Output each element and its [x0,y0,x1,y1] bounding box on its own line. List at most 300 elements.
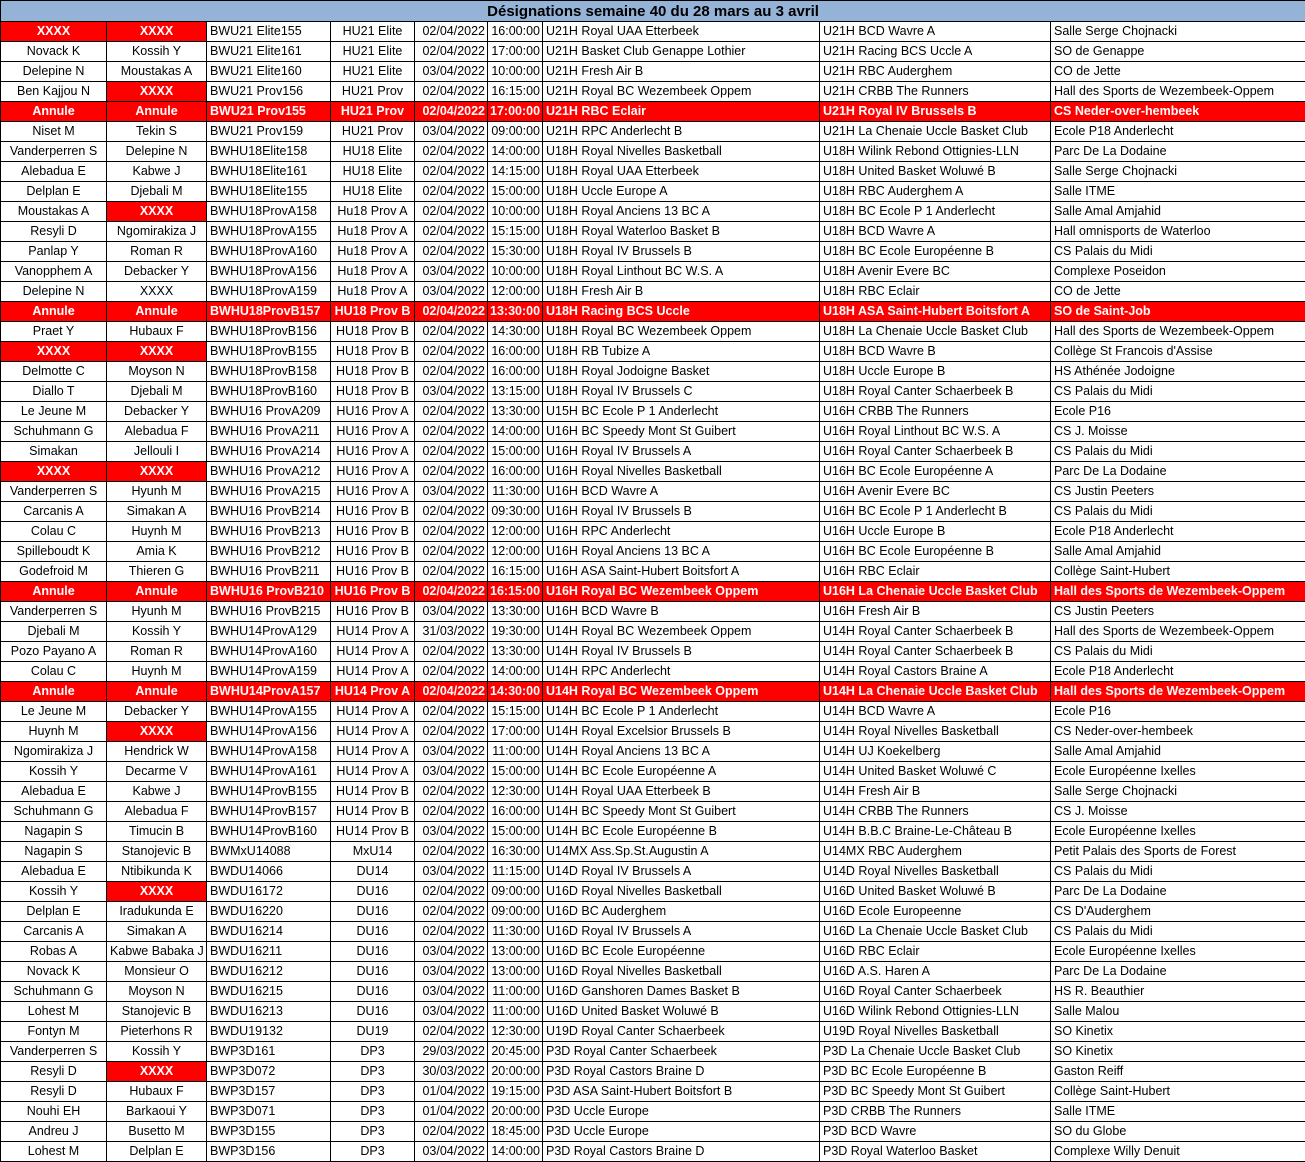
referee1-cell[interactable]: Alebadua E [1,782,107,802]
away-team-cell[interactable]: U16H BC Ecole Européenne B [820,542,1051,562]
time-cell[interactable]: 15:00:00 [488,442,543,462]
referee2-cell[interactable]: Moyson N [107,362,207,382]
referee1-cell[interactable]: Lohest M [1,1142,107,1162]
date-cell[interactable]: 02/04/2022 [415,322,488,342]
category-cell[interactable]: HU16 Prov B [331,542,415,562]
venue-cell[interactable]: Ecole P16 [1051,702,1305,722]
date-cell[interactable]: 01/04/2022 [415,1102,488,1122]
away-team-cell[interactable]: U18H Avenir Evere BC [820,262,1051,282]
match-code-cell[interactable]: BWU21 Prov159 [207,122,331,142]
venue-cell[interactable]: Collège St Francois d'Assise [1051,342,1305,362]
referee2-cell[interactable]: Stanojevic B [107,1002,207,1022]
referee1-cell[interactable]: Andreu J [1,1122,107,1142]
referee2-cell[interactable]: Stanojevic B [107,842,207,862]
category-cell[interactable]: HU14 Prov B [331,782,415,802]
away-team-cell[interactable]: U16H Fresh Air B [820,602,1051,622]
category-cell[interactable]: HU14 Prov A [331,742,415,762]
match-code-cell[interactable]: BWHU14ProvA129 [207,622,331,642]
match-code-cell[interactable]: BWHU16 ProvA211 [207,422,331,442]
away-team-cell[interactable]: P3D BC Speedy Mont St Guibert [820,1082,1051,1102]
referee2-cell[interactable]: Djebali M [107,382,207,402]
away-team-cell[interactable]: U16H Royal Canter Schaerbeek B [820,442,1051,462]
match-code-cell[interactable]: BWU21 Prov156 [207,82,331,102]
referee2-cell[interactable]: Pieterhons R [107,1022,207,1042]
time-cell[interactable]: 15:30:00 [488,242,543,262]
match-code-cell[interactable]: BWHU16 ProvB210 [207,582,331,602]
venue-cell[interactable]: SO de Saint-Job [1051,302,1305,322]
referee2-cell[interactable]: XXXX [107,882,207,902]
date-cell[interactable]: 03/04/2022 [415,122,488,142]
referee2-cell[interactable]: Kossih Y [107,622,207,642]
referee2-cell[interactable]: Hubaux F [107,1082,207,1102]
home-team-cell[interactable]: U18H Royal IV Brussels C [543,382,820,402]
referee2-cell[interactable]: Kossih Y [107,1042,207,1062]
date-cell[interactable]: 03/04/2022 [415,862,488,882]
time-cell[interactable]: 17:00:00 [488,722,543,742]
category-cell[interactable]: HU16 Prov B [331,562,415,582]
home-team-cell[interactable]: U14H RPC Anderlecht [543,662,820,682]
match-code-cell[interactable]: BWHU18Elite155 [207,182,331,202]
date-cell[interactable]: 02/04/2022 [415,182,488,202]
referee1-cell[interactable]: Delepine N [1,62,107,82]
match-code-cell[interactable]: BWHU14ProvA157 [207,682,331,702]
match-code-cell[interactable]: BWHU18ProvA156 [207,262,331,282]
match-code-cell[interactable]: BWDU16214 [207,922,331,942]
date-cell[interactable]: 02/04/2022 [415,202,488,222]
match-code-cell[interactable]: BWHU16 ProvA212 [207,462,331,482]
referee1-cell[interactable]: Vanopphem A [1,262,107,282]
referee1-cell[interactable]: Delplan E [1,182,107,202]
match-code-cell[interactable]: BWHU18ProvB158 [207,362,331,382]
date-cell[interactable]: 03/04/2022 [415,602,488,622]
date-cell[interactable]: 03/04/2022 [415,742,488,762]
referee2-cell[interactable]: Ntibikunda K [107,862,207,882]
referee2-cell[interactable]: Moyson N [107,982,207,1002]
referee2-cell[interactable]: Annule [107,302,207,322]
referee1-cell[interactable]: Vanderperren S [1,482,107,502]
venue-cell[interactable]: Collège Saint-Hubert [1051,562,1305,582]
away-team-cell[interactable]: U19D Royal Nivelles Basketball [820,1022,1051,1042]
home-team-cell[interactable]: U14D Royal IV Brussels A [543,862,820,882]
referee1-cell[interactable]: Alebadua E [1,862,107,882]
time-cell[interactable]: 15:15:00 [488,702,543,722]
home-team-cell[interactable]: U14H BC Speedy Mont St Guibert [543,802,820,822]
time-cell[interactable]: 14:30:00 [488,682,543,702]
away-team-cell[interactable]: U16H La Chenaie Uccle Basket Club [820,582,1051,602]
away-team-cell[interactable]: U18H RBC Eclair [820,282,1051,302]
date-cell[interactable]: 02/04/2022 [415,342,488,362]
venue-cell[interactable]: Hall des Sports de Wezembeek-Oppem [1051,582,1305,602]
date-cell[interactable]: 02/04/2022 [415,242,488,262]
category-cell[interactable]: Hu18 Prov A [331,242,415,262]
date-cell[interactable]: 02/04/2022 [415,102,488,122]
away-team-cell[interactable]: U18H BC Ecole P 1 Anderlecht [820,202,1051,222]
time-cell[interactable]: 12:00:00 [488,522,543,542]
venue-cell[interactable]: CS D'Auderghem [1051,902,1305,922]
home-team-cell[interactable]: U21H RBC Eclair [543,102,820,122]
match-code-cell[interactable]: BWHU18ProvA160 [207,242,331,262]
match-code-cell[interactable]: BWHU18ProvA158 [207,202,331,222]
venue-cell[interactable]: Salle Serge Chojnacki [1051,22,1305,42]
referee1-cell[interactable]: Vanderperren S [1,1042,107,1062]
referee2-cell[interactable]: Debacker Y [107,702,207,722]
referee1-cell[interactable]: Annule [1,682,107,702]
time-cell[interactable]: 13:30:00 [488,602,543,622]
venue-cell[interactable]: CS J. Moisse [1051,422,1305,442]
referee2-cell[interactable]: Busetto M [107,1122,207,1142]
match-code-cell[interactable]: BWDU16213 [207,1002,331,1022]
date-cell[interactable]: 03/04/2022 [415,822,488,842]
venue-cell[interactable]: CO de Jette [1051,62,1305,82]
referee2-cell[interactable]: Hyunh M [107,482,207,502]
date-cell[interactable]: 03/04/2022 [415,482,488,502]
referee2-cell[interactable]: Roman R [107,242,207,262]
referee1-cell[interactable]: Ngomirakiza J [1,742,107,762]
referee1-cell[interactable]: Resyli D [1,1082,107,1102]
category-cell[interactable]: DU16 [331,882,415,902]
time-cell[interactable]: 11:00:00 [488,742,543,762]
away-team-cell[interactable]: U14H Royal Castors Braine A [820,662,1051,682]
away-team-cell[interactable]: U18H Royal Canter Schaerbeek B [820,382,1051,402]
referee2-cell[interactable]: Decarme V [107,762,207,782]
date-cell[interactable]: 30/03/2022 [415,1062,488,1082]
category-cell[interactable]: HU18 Prov B [331,362,415,382]
category-cell[interactable]: HU14 Prov B [331,822,415,842]
time-cell[interactable]: 13:30:00 [488,642,543,662]
venue-cell[interactable]: Ecole P16 [1051,402,1305,422]
date-cell[interactable]: 02/04/2022 [415,302,488,322]
time-cell[interactable]: 17:00:00 [488,42,543,62]
time-cell[interactable]: 19:15:00 [488,1082,543,1102]
home-team-cell[interactable]: U14H BC Ecole Européenne B [543,822,820,842]
venue-cell[interactable]: Hall des Sports de Wezembeek-Oppem [1051,82,1305,102]
venue-cell[interactable]: Petit Palais des Sports de Forest [1051,842,1305,862]
match-code-cell[interactable]: BWHU16 ProvA215 [207,482,331,502]
away-team-cell[interactable]: U16D Wilink Rebond Ottignies-LLN [820,1002,1051,1022]
venue-cell[interactable]: SO du Globe [1051,1122,1305,1142]
venue-cell[interactable]: Salle Serge Chojnacki [1051,162,1305,182]
category-cell[interactable]: DU16 [331,1002,415,1022]
referee1-cell[interactable]: Diallo T [1,382,107,402]
match-code-cell[interactable]: BWHU14ProvA158 [207,742,331,762]
referee1-cell[interactable]: Moustakas A [1,202,107,222]
venue-cell[interactable]: Parc De La Dodaine [1051,882,1305,902]
venue-cell[interactable]: CS J. Moisse [1051,802,1305,822]
time-cell[interactable]: 16:15:00 [488,582,543,602]
home-team-cell[interactable]: U16H Royal Anciens 13 BC A [543,542,820,562]
referee2-cell[interactable]: XXXX [107,282,207,302]
category-cell[interactable]: HU14 Prov A [331,642,415,662]
category-cell[interactable]: HU16 Prov B [331,502,415,522]
venue-cell[interactable]: Ecole P18 Anderlecht [1051,122,1305,142]
match-code-cell[interactable]: BWHU16 ProvB211 [207,562,331,582]
away-team-cell[interactable]: U16H BC Ecole P 1 Anderlecht B [820,502,1051,522]
venue-cell[interactable]: Collège Saint-Hubert [1051,1082,1305,1102]
match-code-cell[interactable]: BWDU16211 [207,942,331,962]
away-team-cell[interactable]: P3D BCD Wavre [820,1122,1051,1142]
category-cell[interactable]: DU19 [331,1022,415,1042]
venue-cell[interactable]: Parc De La Dodaine [1051,462,1305,482]
away-team-cell[interactable]: U14H La Chenaie Uccle Basket Club [820,682,1051,702]
match-code-cell[interactable]: BWHU18ProvA155 [207,222,331,242]
referee1-cell[interactable]: Annule [1,102,107,122]
venue-cell[interactable]: Parc De La Dodaine [1051,962,1305,982]
referee1-cell[interactable]: Resyli D [1,1062,107,1082]
category-cell[interactable]: HU16 Prov A [331,402,415,422]
home-team-cell[interactable]: U14H Royal Excelsior Brussels B [543,722,820,742]
category-cell[interactable]: HU21 Prov [331,122,415,142]
referee1-cell[interactable]: Pozo Payano A [1,642,107,662]
home-team-cell[interactable]: U14H BC Ecole Européenne A [543,762,820,782]
home-team-cell[interactable]: U18H Royal BC Wezembeek Oppem [543,322,820,342]
venue-cell[interactable]: CS Palais du Midi [1051,922,1305,942]
referee2-cell[interactable]: Kabwe J [107,162,207,182]
date-cell[interactable]: 02/04/2022 [415,402,488,422]
venue-cell[interactable]: CS Palais du Midi [1051,242,1305,262]
referee2-cell[interactable]: Alebadua F [107,422,207,442]
match-code-cell[interactable]: BWHU14ProvA160 [207,642,331,662]
away-team-cell[interactable]: U18H BC Ecole Européenne B [820,242,1051,262]
time-cell[interactable]: 11:30:00 [488,922,543,942]
away-team-cell[interactable]: U14H Royal Nivelles Basketball [820,722,1051,742]
referee2-cell[interactable]: Tekin S [107,122,207,142]
venue-cell[interactable]: CS Neder-over-hembeek [1051,102,1305,122]
match-code-cell[interactable]: BWHU16 ProvA214 [207,442,331,462]
date-cell[interactable]: 02/04/2022 [415,42,488,62]
category-cell[interactable]: HU16 Prov A [331,482,415,502]
referee1-cell[interactable]: Annule [1,302,107,322]
referee1-cell[interactable]: Resyli D [1,222,107,242]
referee1-cell[interactable]: Praet Y [1,322,107,342]
referee1-cell[interactable]: Schuhmann G [1,982,107,1002]
venue-cell[interactable]: HS Athénée Jodoigne [1051,362,1305,382]
time-cell[interactable]: 13:30:00 [488,402,543,422]
away-team-cell[interactable]: U16D Royal Canter Schaerbeek [820,982,1051,1002]
date-cell[interactable]: 02/04/2022 [415,902,488,922]
date-cell[interactable]: 02/04/2022 [415,582,488,602]
match-code-cell[interactable]: BWDU16215 [207,982,331,1002]
home-team-cell[interactable]: U18H Royal Waterloo Basket B [543,222,820,242]
referee1-cell[interactable]: XXXX [1,22,107,42]
category-cell[interactable]: DP3 [331,1122,415,1142]
category-cell[interactable]: HU14 Prov A [331,762,415,782]
match-code-cell[interactable]: BWDU14066 [207,862,331,882]
time-cell[interactable]: 16:00:00 [488,462,543,482]
time-cell[interactable]: 09:00:00 [488,882,543,902]
category-cell[interactable]: Hu18 Prov A [331,282,415,302]
referee1-cell[interactable]: Spilleboudt K [1,542,107,562]
venue-cell[interactable]: Salle ITME [1051,1102,1305,1122]
date-cell[interactable]: 03/04/2022 [415,962,488,982]
venue-cell[interactable]: CS Palais du Midi [1051,502,1305,522]
category-cell[interactable]: HU14 Prov B [331,802,415,822]
time-cell[interactable]: 10:00:00 [488,62,543,82]
category-cell[interactable]: HU14 Prov A [331,722,415,742]
match-code-cell[interactable]: BWHU14ProvA156 [207,722,331,742]
referee2-cell[interactable]: Amia K [107,542,207,562]
time-cell[interactable]: 14:00:00 [488,1142,543,1162]
category-cell[interactable]: HU18 Prov B [331,342,415,362]
match-code-cell[interactable]: BWHU18Elite158 [207,142,331,162]
venue-cell[interactable]: CS Justin Peeters [1051,482,1305,502]
time-cell[interactable]: 13:15:00 [488,382,543,402]
home-team-cell[interactable]: U18H Royal Anciens 13 BC A [543,202,820,222]
referee2-cell[interactable]: XXXX [107,342,207,362]
venue-cell[interactable]: CS Palais du Midi [1051,442,1305,462]
venue-cell[interactable]: Ecole P18 Anderlecht [1051,522,1305,542]
venue-cell[interactable]: Hall des Sports de Wezembeek-Oppem [1051,622,1305,642]
category-cell[interactable]: HU18 Prov B [331,302,415,322]
venue-cell[interactable]: Salle Amal Amjahid [1051,202,1305,222]
home-team-cell[interactable]: U18H Uccle Europe A [543,182,820,202]
home-team-cell[interactable]: U16H Royal IV Brussels B [543,502,820,522]
match-code-cell[interactable]: BWMxU14088 [207,842,331,862]
referee1-cell[interactable]: Djebali M [1,622,107,642]
time-cell[interactable]: 16:00:00 [488,362,543,382]
time-cell[interactable]: 13:00:00 [488,942,543,962]
away-team-cell[interactable]: U18H Uccle Europe B [820,362,1051,382]
match-code-cell[interactable]: BWU21 Elite155 [207,22,331,42]
venue-cell[interactable]: Salle ITME [1051,182,1305,202]
match-code-cell[interactable]: BWHU14ProvB160 [207,822,331,842]
venue-cell[interactable]: SO de Genappe [1051,42,1305,62]
time-cell[interactable]: 13:00:00 [488,962,543,982]
venue-cell[interactable]: Salle Amal Amjahid [1051,542,1305,562]
away-team-cell[interactable]: U16H Avenir Evere BC [820,482,1051,502]
category-cell[interactable]: Hu18 Prov A [331,262,415,282]
match-code-cell[interactable]: BWU21 Elite160 [207,62,331,82]
category-cell[interactable]: HU16 Prov B [331,522,415,542]
category-cell[interactable]: HU18 Elite [331,142,415,162]
home-team-cell[interactable]: U16D BC Ecole Européenne [543,942,820,962]
away-team-cell[interactable]: P3D La Chenaie Uccle Basket Club [820,1042,1051,1062]
match-code-cell[interactable]: BWDU19132 [207,1022,331,1042]
referee2-cell[interactable]: Huynh M [107,662,207,682]
referee1-cell[interactable]: Schuhmann G [1,422,107,442]
date-cell[interactable]: 02/04/2022 [415,722,488,742]
date-cell[interactable]: 02/04/2022 [415,782,488,802]
date-cell[interactable]: 02/04/2022 [415,162,488,182]
referee2-cell[interactable]: Annule [107,682,207,702]
referee2-cell[interactable]: XXXX [107,1062,207,1082]
away-team-cell[interactable]: U16H CRBB The Runners [820,402,1051,422]
time-cell[interactable]: 09:30:00 [488,502,543,522]
category-cell[interactable]: HU18 Prov B [331,382,415,402]
referee1-cell[interactable]: Kossih Y [1,882,107,902]
category-cell[interactable]: HU16 Prov A [331,462,415,482]
date-cell[interactable]: 03/04/2022 [415,982,488,1002]
home-team-cell[interactable]: U21H Royal BC Wezembeek Oppem [543,82,820,102]
category-cell[interactable]: DU16 [331,902,415,922]
time-cell[interactable]: 10:00:00 [488,262,543,282]
match-code-cell[interactable]: BWHU16 ProvA209 [207,402,331,422]
referee2-cell[interactable]: Delplan E [107,1142,207,1162]
away-team-cell[interactable]: U16H Royal Linthout BC W.S. A [820,422,1051,442]
home-team-cell[interactable]: U16H BCD Wavre A [543,482,820,502]
away-team-cell[interactable]: P3D CRBB The Runners [820,1102,1051,1122]
time-cell[interactable]: 10:00:00 [488,202,543,222]
date-cell[interactable]: 02/04/2022 [415,842,488,862]
category-cell[interactable]: HU21 Elite [331,42,415,62]
time-cell[interactable]: 12:00:00 [488,282,543,302]
referee1-cell[interactable]: Vanderperren S [1,142,107,162]
match-code-cell[interactable]: BWHU14ProvA159 [207,662,331,682]
away-team-cell[interactable]: U21H Royal IV Brussels B [820,102,1051,122]
time-cell[interactable]: 17:00:00 [488,102,543,122]
home-team-cell[interactable]: U18H RB Tubize A [543,342,820,362]
away-team-cell[interactable]: U14H Royal Canter Schaerbeek B [820,642,1051,662]
referee2-cell[interactable]: Djebali M [107,182,207,202]
match-code-cell[interactable]: BWHU18ProvA159 [207,282,331,302]
time-cell[interactable]: 18:45:00 [488,1122,543,1142]
referee1-cell[interactable]: Godefroid M [1,562,107,582]
home-team-cell[interactable]: U18H Royal Nivelles Basketball [543,142,820,162]
category-cell[interactable]: HU16 Prov A [331,442,415,462]
referee1-cell[interactable]: Niset M [1,122,107,142]
venue-cell[interactable]: Gaston Reiff [1051,1062,1305,1082]
category-cell[interactable]: DU16 [331,982,415,1002]
home-team-cell[interactable]: U18H Fresh Air B [543,282,820,302]
category-cell[interactable]: HU18 Elite [331,182,415,202]
match-code-cell[interactable]: BWHU14ProvB157 [207,802,331,822]
referee1-cell[interactable]: Panlap Y [1,242,107,262]
venue-cell[interactable]: Salle Serge Chojnacki [1051,782,1305,802]
date-cell[interactable]: 03/04/2022 [415,1142,488,1162]
away-team-cell[interactable]: U16H RBC Eclair [820,562,1051,582]
referee1-cell[interactable]: Ben Kajjou N [1,82,107,102]
venue-cell[interactable]: CO de Jette [1051,282,1305,302]
time-cell[interactable]: 14:00:00 [488,662,543,682]
match-code-cell[interactable]: BWP3D072 [207,1062,331,1082]
date-cell[interactable]: 02/04/2022 [415,422,488,442]
date-cell[interactable]: 31/03/2022 [415,622,488,642]
category-cell[interactable]: DU14 [331,862,415,882]
match-code-cell[interactable]: BWHU14ProvB155 [207,782,331,802]
home-team-cell[interactable]: U14H Royal BC Wezembeek Oppem [543,682,820,702]
referee1-cell[interactable]: Schuhmann G [1,802,107,822]
time-cell[interactable]: 12:00:00 [488,542,543,562]
venue-cell[interactable]: Ecole Européenne Ixelles [1051,762,1305,782]
away-team-cell[interactable]: U18H United Basket Woluwé B [820,162,1051,182]
home-team-cell[interactable]: U18H Royal IV Brussels B [543,242,820,262]
referee1-cell[interactable]: Nagapin S [1,842,107,862]
match-code-cell[interactable]: BWU21 Elite161 [207,42,331,62]
referee2-cell[interactable]: XXXX [107,722,207,742]
category-cell[interactable]: HU21 Elite [331,22,415,42]
away-team-cell[interactable]: U18H ASA Saint-Hubert Boitsfort A [820,302,1051,322]
referee2-cell[interactable]: Kabwe J [107,782,207,802]
home-team-cell[interactable]: U16D Royal Nivelles Basketball [543,882,820,902]
referee1-cell[interactable]: Novack K [1,42,107,62]
away-team-cell[interactable]: U21H RBC Auderghem [820,62,1051,82]
away-team-cell[interactable]: U18H BCD Wavre A [820,222,1051,242]
date-cell[interactable]: 02/04/2022 [415,362,488,382]
referee1-cell[interactable]: Colau C [1,662,107,682]
home-team-cell[interactable]: U14H Royal BC Wezembeek Oppem [543,622,820,642]
category-cell[interactable]: DU16 [331,922,415,942]
away-team-cell[interactable]: U21H BCD Wavre A [820,22,1051,42]
referee2-cell[interactable]: Hendrick W [107,742,207,762]
time-cell[interactable]: 11:00:00 [488,982,543,1002]
home-team-cell[interactable]: U18H Royal Linthout BC W.S. A [543,262,820,282]
time-cell[interactable]: 12:30:00 [488,1022,543,1042]
date-cell[interactable]: 01/04/2022 [415,1082,488,1102]
match-code-cell[interactable]: BWDU16172 [207,882,331,902]
match-code-cell[interactable]: BWP3D161 [207,1042,331,1062]
date-cell[interactable]: 03/04/2022 [415,282,488,302]
date-cell[interactable]: 02/04/2022 [415,562,488,582]
home-team-cell[interactable]: U16H RPC Anderlecht [543,522,820,542]
